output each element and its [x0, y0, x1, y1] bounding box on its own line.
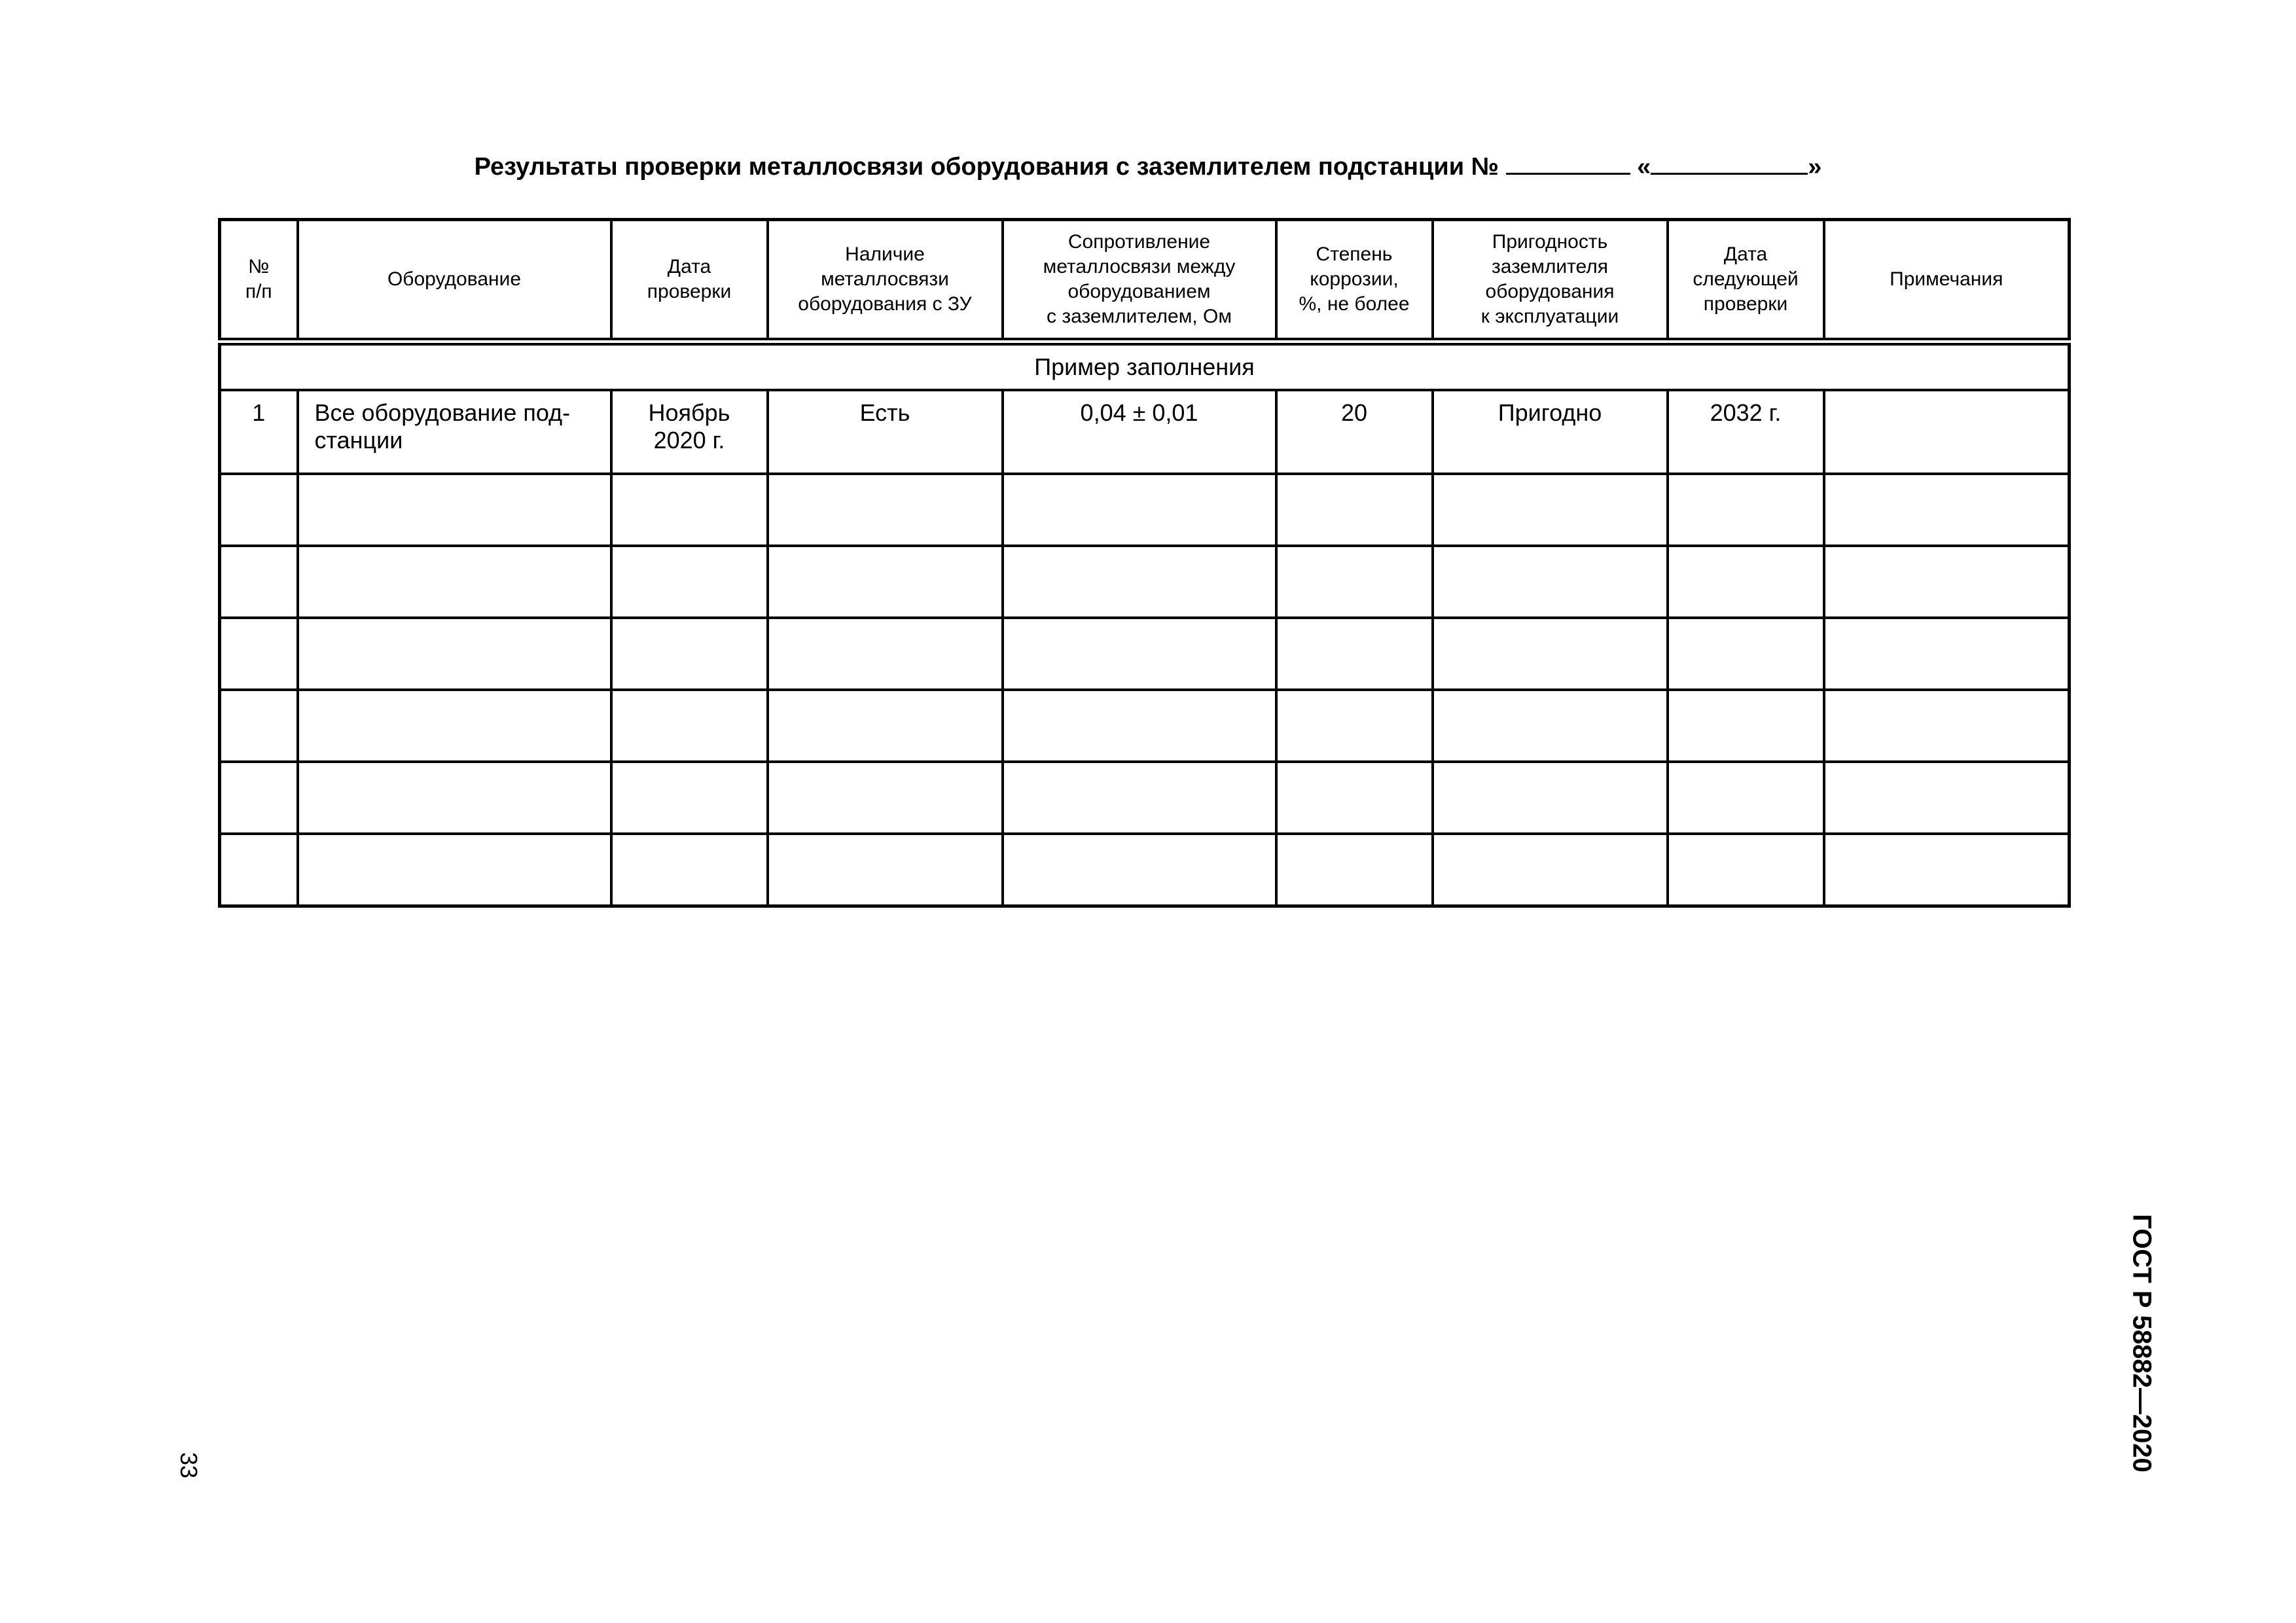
empty-cell — [1668, 474, 1824, 546]
empty-cell — [220, 762, 298, 834]
results-table — [218, 218, 2071, 908]
empty-cell — [1824, 690, 2070, 762]
empty-cell — [220, 834, 298, 906]
document-id: ГОСТ Р 58882—2020 — [2127, 1214, 2157, 1472]
empty-cell — [611, 690, 768, 762]
column-header: Оборудование — [298, 220, 611, 342]
empty-cell — [768, 690, 1003, 762]
column-header: Сопротивление металлосвязи между оборудованием с заземлителем, Ом — [1003, 220, 1276, 342]
empty-cell — [1003, 690, 1276, 762]
empty-cell — [611, 618, 768, 690]
substation-name-blank — [1651, 149, 1808, 175]
empty-cell — [1668, 618, 1824, 690]
empty-cell — [611, 762, 768, 834]
column-header: Пригодность заземлителя оборудования к эксплуатации — [1433, 220, 1668, 342]
empty-cell — [1276, 546, 1433, 618]
empty-cell — [1668, 762, 1824, 834]
table-row — [220, 390, 2070, 474]
empty-cell — [220, 474, 298, 546]
empty-cell — [1276, 762, 1433, 834]
empty-cell — [1824, 762, 2070, 834]
empty-cell — [1433, 834, 1668, 906]
empty-cell — [1433, 690, 1668, 762]
empty-cell — [220, 546, 298, 618]
table-row — [220, 834, 2070, 906]
cell-bond-present: Есть — [768, 390, 1003, 474]
cell-resistance: 0,04 ± 0,01 — [1003, 390, 1276, 474]
empty-cell — [768, 762, 1003, 834]
example-caption: Пример заполнения — [220, 342, 2070, 390]
table-row — [220, 762, 2070, 834]
empty-cell — [611, 474, 768, 546]
empty-cell — [1276, 618, 1433, 690]
empty-cell — [1433, 762, 1668, 834]
cell-date: Ноябрь 2020 г. — [611, 390, 768, 474]
empty-cell — [1003, 474, 1276, 546]
cell-num: 1 — [220, 390, 298, 474]
empty-cell — [1824, 546, 2070, 618]
column-header: Дата следующей проверки — [1668, 220, 1824, 342]
empty-cell — [1824, 834, 2070, 906]
empty-cell — [768, 834, 1003, 906]
empty-cell — [1824, 618, 2070, 690]
column-header: Наличие металлосвязи оборудования с ЗУ — [768, 220, 1003, 342]
table-row — [220, 474, 2070, 546]
table-row — [220, 546, 2070, 618]
empty-cell — [1276, 690, 1433, 762]
column-header: Степень коррозии, %, не более — [1276, 220, 1433, 342]
cell-notes — [1824, 390, 2070, 474]
empty-cell — [768, 618, 1003, 690]
empty-cell — [1668, 546, 1824, 618]
empty-cell — [1433, 474, 1668, 546]
empty-cell — [1003, 546, 1276, 618]
empty-cell — [1003, 618, 1276, 690]
empty-cell — [298, 690, 611, 762]
page-title — [0, 149, 2296, 182]
substation-number-blank — [1506, 149, 1630, 175]
empty-cell — [1668, 834, 1824, 906]
empty-cell — [220, 618, 298, 690]
empty-cell — [298, 618, 611, 690]
title-text: Результаты проверки металлосвязи оборудования с заземлителем подстанции № — [474, 153, 1499, 181]
cell-corrosion: 20 — [1276, 390, 1433, 474]
cell-next-date: 2032 г. — [1668, 390, 1824, 474]
table-row — [220, 618, 2070, 690]
column-header: № п/п — [220, 220, 298, 342]
page-number: 33 — [175, 1452, 203, 1479]
empty-cell — [1433, 618, 1668, 690]
empty-cell — [1276, 834, 1433, 906]
table-header-row — [220, 220, 2070, 342]
empty-cell — [1824, 474, 2070, 546]
cell-equipment: Все оборудование под- станции — [298, 390, 611, 474]
empty-cell — [1003, 762, 1276, 834]
column-header: Дата проверки — [611, 220, 768, 342]
empty-cell — [768, 546, 1003, 618]
title-close-quote: » — [1808, 153, 1822, 181]
empty-cell — [220, 690, 298, 762]
empty-cell — [1433, 546, 1668, 618]
example-caption-row — [220, 342, 2070, 390]
empty-cell — [611, 834, 768, 906]
empty-cell — [1668, 690, 1824, 762]
empty-cell — [1276, 474, 1433, 546]
empty-cell — [298, 834, 611, 906]
empty-cell — [1003, 834, 1276, 906]
empty-cell — [768, 474, 1003, 546]
table-row — [220, 690, 2070, 762]
title-open-quote: « — [1637, 153, 1651, 181]
empty-cell — [298, 474, 611, 546]
cell-suitability: Пригодно — [1433, 390, 1668, 474]
column-header: Примечания — [1824, 220, 2070, 342]
empty-cell — [611, 546, 768, 618]
empty-cell — [298, 762, 611, 834]
empty-cell — [298, 546, 611, 618]
